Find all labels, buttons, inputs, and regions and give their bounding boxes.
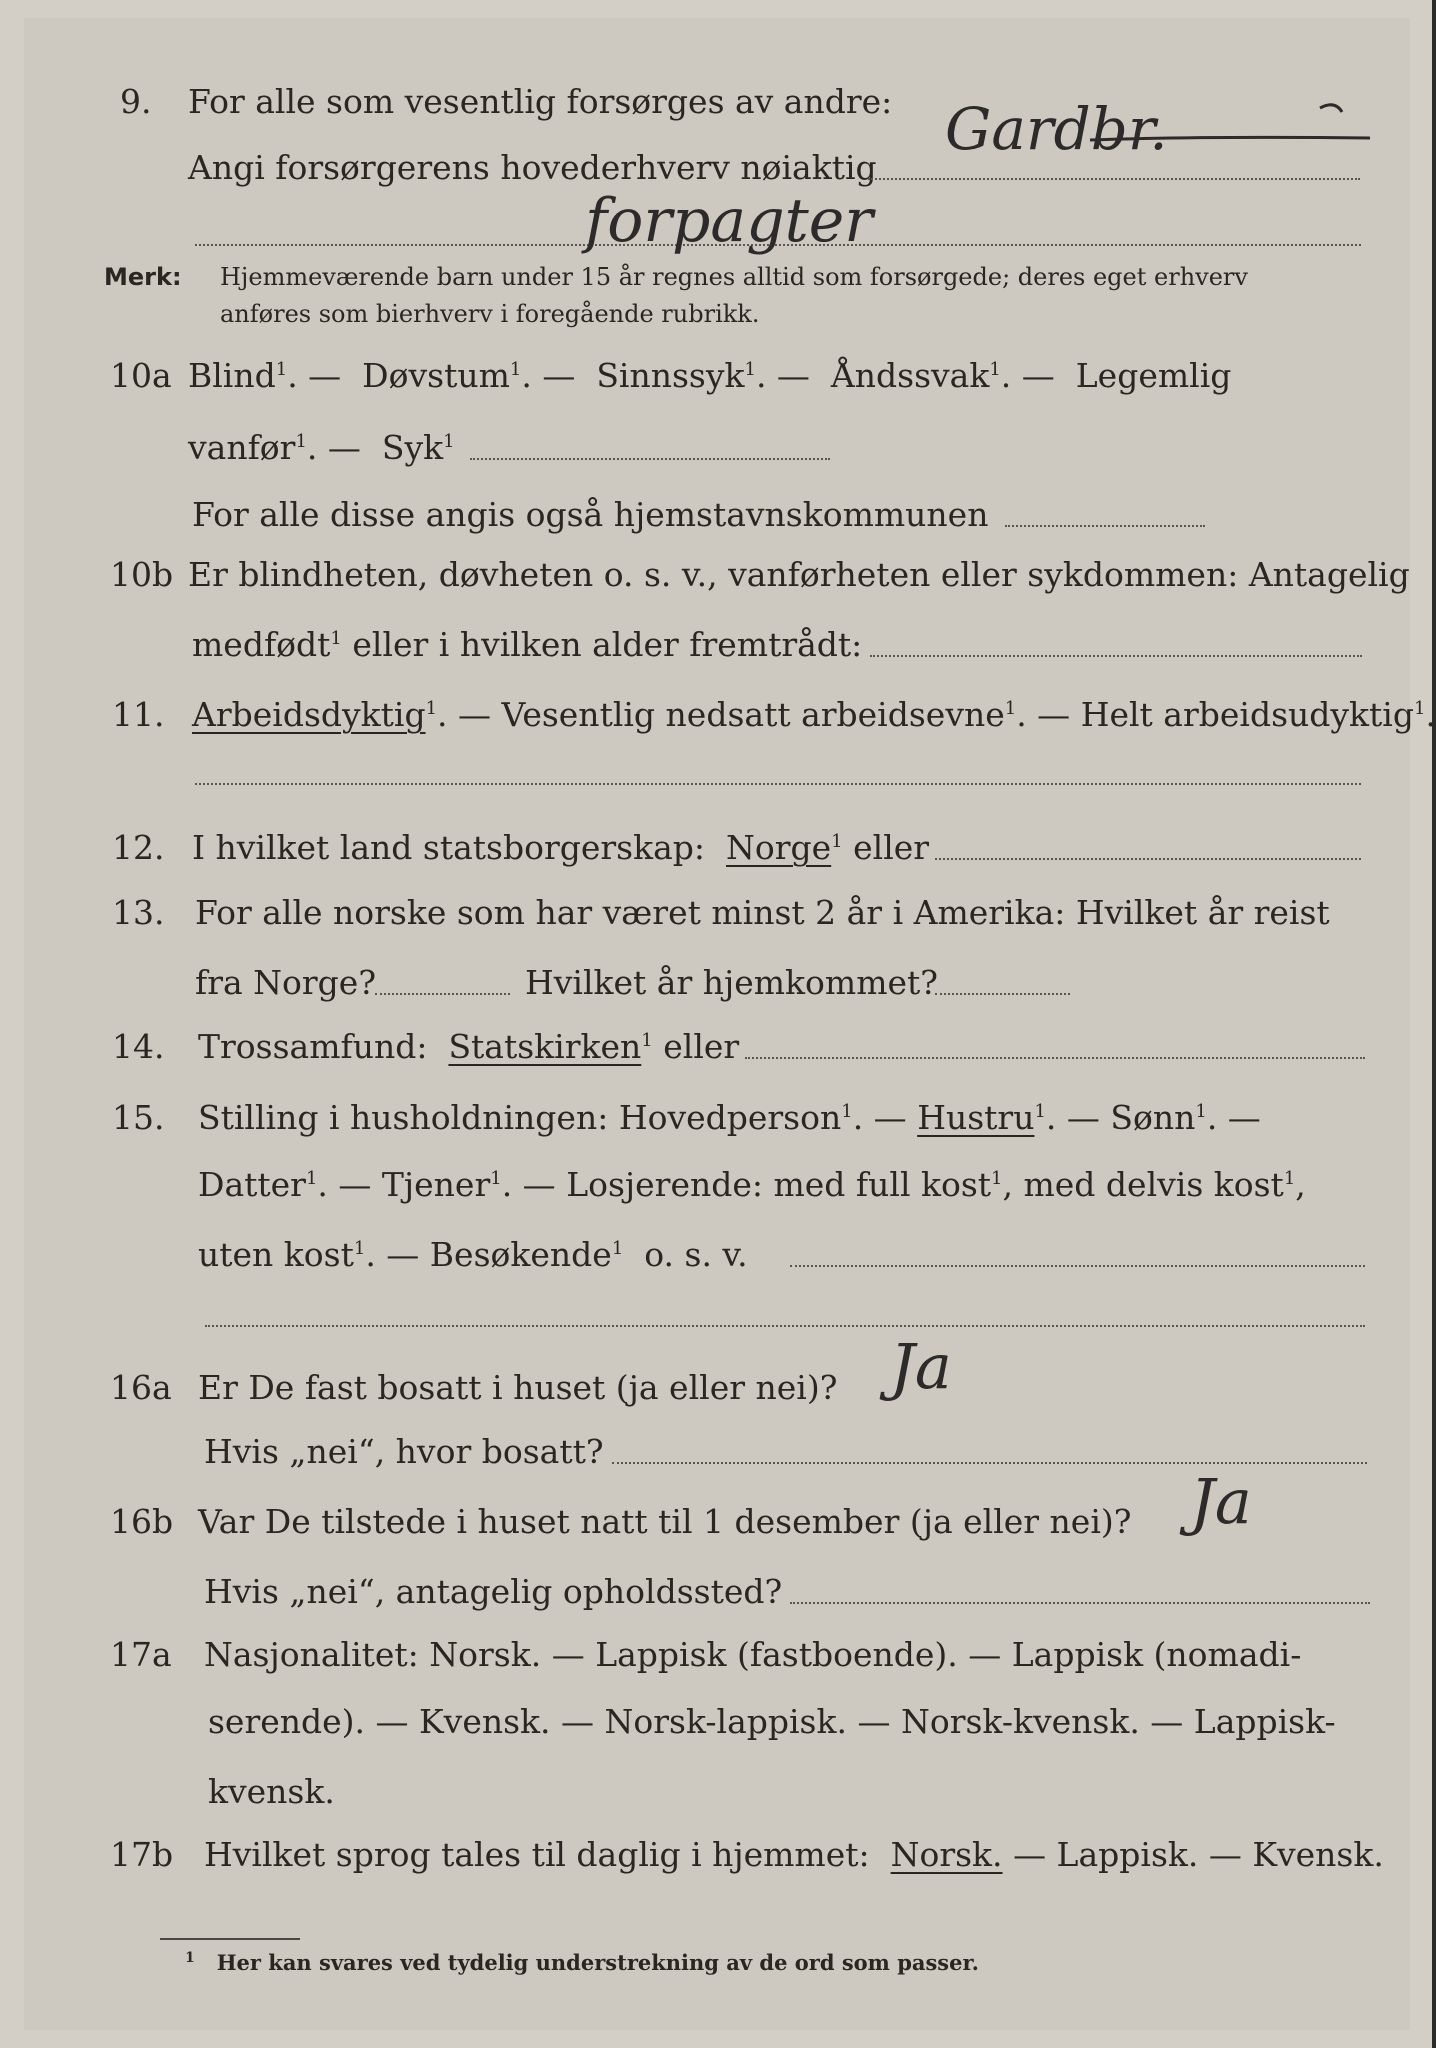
sup: 1 — [641, 1030, 653, 1051]
q16a-text1: Er De fast bosatt i huset (ja eller nei)? — [198, 1368, 838, 1407]
opt-hustru[interactable]: Hustru — [917, 1098, 1035, 1137]
footnote-mark: 1 — [185, 1950, 195, 1966]
q17a-number: 17a — [110, 1635, 172, 1674]
q15-answer-line2 — [205, 1325, 1365, 1327]
q9-text1: For alle som vesentlig forsørges av andre: — [188, 82, 893, 121]
sep: . — — [755, 356, 810, 395]
opt-statskirken[interactable]: Statskirken — [448, 1027, 642, 1066]
sup: 1 — [1195, 1101, 1207, 1122]
q13-reist-line — [375, 993, 510, 995]
opt-sinnssyk[interactable]: Sinnssyk — [596, 356, 745, 395]
q16b-answer-line — [790, 1602, 1370, 1604]
merk-text1: Hjemmeværende barn under 15 år regnes alltid som forsørgede; deres eget erhverv — [220, 263, 1248, 291]
sup: 1 — [353, 1238, 366, 1259]
q14-text — [198, 1027, 739, 1066]
opt-vanfor[interactable]: vanfør — [188, 428, 296, 467]
q17b-label: Hvilket sprog tales til daglig i hjemmet: — [204, 1835, 870, 1874]
q10b-text1: Er blindheten, døvheten o. s. v., vanførheten eller sykdommen: Antagelig — [188, 555, 1410, 594]
sep: . — — [306, 428, 361, 467]
q15-text3: uten kost$^1$. — Besøkende$^1$ o. s. v. — [198, 1235, 748, 1274]
footnote-rule — [160, 1938, 300, 1940]
merk-label: Merk: — [104, 263, 182, 291]
q15-number: 15. — [112, 1098, 165, 1137]
q15-answer-line — [790, 1265, 1365, 1267]
opt-hovedperson[interactable]: Stilling i husholdningen: Hovedperson — [198, 1098, 842, 1137]
q12-tail: eller — [853, 828, 930, 867]
sup: 1 — [989, 359, 1001, 380]
sup: 1 — [509, 359, 522, 380]
q10a-syk-line — [470, 458, 830, 460]
opt-besokende[interactable]: Besøkende — [429, 1235, 612, 1274]
q10a-kommune-line — [1005, 525, 1205, 527]
opt-datter[interactable]: Datter — [198, 1165, 306, 1204]
sup: 1 — [1413, 698, 1426, 719]
opt-losjerende[interactable]: Losjerende: med full kost — [566, 1165, 992, 1204]
q11-answer-line — [195, 783, 1361, 785]
opt-blind[interactable]: Blind — [188, 356, 276, 395]
q16b-text2: Hvis „nei“, antagelig opholdssted? — [204, 1572, 783, 1611]
opt-arbeidsdyktig[interactable]: Arbeidsdyktig — [192, 695, 426, 734]
sup: 1 — [1004, 698, 1017, 719]
sup: 1 — [443, 431, 455, 452]
q17b-number: 17b — [110, 1835, 174, 1874]
opt-syk[interactable]: Syk — [381, 428, 444, 467]
q16b-text1: Var De tilstede i huset natt til 1 desember (ja eller nei)? — [198, 1502, 1132, 1541]
q16a-text2: Hvis „nei“, hvor bosatt? — [204, 1432, 604, 1471]
q17a-text2: serende). — Kvensk. — Norsk-lappisk. — Norsk-kvensk. — Lappisk- — [208, 1702, 1336, 1741]
q14-answer-line — [745, 1057, 1365, 1059]
sep: . — — [521, 356, 576, 395]
q17a-text1: Nasjonalitet: Norsk. — Lappisk (fastboende). — Lappisk (nomadi- — [204, 1635, 1302, 1674]
sup: 1 — [490, 1168, 502, 1189]
q16b-number: 16b — [110, 1502, 174, 1541]
opt-delvis[interactable]: med delvis kost — [1023, 1165, 1284, 1204]
q13-text2a: fra Norge? — [195, 963, 377, 1002]
sup: 1 — [744, 359, 756, 380]
q17b-tail: — Lappisk. — Kvensk. — [1013, 1835, 1384, 1874]
q14-tail: eller — [663, 1027, 740, 1066]
sup: 1 — [831, 831, 843, 852]
sup: 1 — [611, 1238, 624, 1259]
q15-text2: Datter$^1$. — Tjener$^1$. — Losjerende: med full kost$^1$, med delvis kost$^1$, — [198, 1165, 1306, 1204]
q12-answer-line — [935, 858, 1361, 860]
sup: 1 — [991, 1168, 1003, 1189]
q12-text — [192, 828, 929, 867]
q10b-number: 10b — [110, 555, 174, 594]
q9-handwritten-answer1: Gardbr. — [945, 95, 1168, 163]
opt-norsk[interactable]: Norsk. — [890, 1835, 1003, 1874]
q12-number: 12. — [112, 828, 165, 867]
merk-text2: anføres som bierhverv i foregående rubrikk. — [220, 300, 760, 328]
footnote — [185, 1950, 979, 1975]
opt-uten-kost[interactable]: uten kost — [198, 1235, 354, 1274]
opt-nedsatt[interactable]: Vesentlig nedsatt arbeidsevne — [501, 695, 1005, 734]
footnote-text: Her kan svares ved tydelig understrekning av de ord som passer. — [216, 1950, 979, 1975]
opt-sonn[interactable]: Sønn — [1110, 1098, 1196, 1137]
sup: 1 — [330, 628, 342, 649]
q17a-text3: kvensk. — [208, 1772, 335, 1811]
q9-text2: Angi forsørgerens hovederhverv nøiaktig — [188, 148, 877, 187]
sup: 1 — [275, 359, 288, 380]
q10a-options — [188, 356, 1231, 395]
sup: 1 — [425, 698, 438, 719]
q10a-number: 10a — [110, 356, 172, 395]
q9-number: 9. — [120, 82, 152, 121]
q10a-text3: For alle disse angis også hjemstavnskommunen — [192, 495, 989, 534]
q12-label: I hvilket land statsborgerskap: — [192, 828, 706, 867]
sep: . — — [1000, 356, 1055, 395]
q10a-line2-options — [188, 428, 455, 467]
q16b-handwritten-answer: Ja — [1190, 1465, 1252, 1538]
sup: 1 — [841, 1101, 853, 1122]
q13-number: 13. — [112, 893, 165, 932]
q13-text1: For alle norske som har været minst 2 år i Amerika: Hvilket år reist — [195, 893, 1330, 932]
opt-tjener[interactable]: Tjener — [381, 1165, 491, 1204]
q14-number: 14. — [112, 1027, 165, 1066]
q10b-rest: eller i hvilken alder fremtrådt: — [341, 625, 863, 664]
q13-text2b: Hvilket år hjemkommet? — [525, 963, 938, 1002]
q16a-answer-line — [612, 1462, 1367, 1464]
q9-handwritten-answer2: forpagter — [585, 186, 873, 256]
sup: 1 — [1034, 1101, 1046, 1122]
sep: . — — [287, 356, 342, 395]
q16a-handwritten-answer: Ja — [890, 1330, 952, 1403]
opt-udyktig[interactable]: Helt arbeidsudyktig — [1080, 695, 1414, 734]
sup: 1 — [295, 431, 307, 452]
q15-osv: o. s. v. — [644, 1235, 748, 1274]
q17b-text — [204, 1835, 1384, 1874]
opt-medfodt[interactable]: medfødt — [192, 625, 331, 664]
opt-andssvak[interactable]: Åndssvak — [830, 356, 990, 395]
q10b-text2 — [192, 625, 862, 664]
q13-hjem-line — [935, 993, 1070, 995]
q10b-answer-line — [870, 655, 1362, 657]
opt-norge[interactable]: Norge — [726, 828, 832, 867]
sup: 1 — [305, 1168, 318, 1189]
q16a-number: 16a — [110, 1368, 172, 1407]
q9-strike-mark — [1080, 98, 1380, 158]
opt-dovstum[interactable]: Døvstum — [362, 356, 510, 395]
q14-label: Trossamfund: — [198, 1027, 428, 1066]
q9-answer-line — [868, 178, 1360, 180]
q11-options: Arbeidsdyktig$^1$. — Vesentlig nedsatt arbeidsevne$^1$. — Helt arbeidsudyktig$^1$. — [192, 695, 1436, 734]
q15-text1: Stilling i husholdningen: Hovedperson$^1$. — Hustru$^1$. — Sønn$^1$. — — [198, 1098, 1261, 1137]
opt-legemlig[interactable]: Legemlig — [1075, 356, 1232, 395]
sup: 1 — [1283, 1168, 1296, 1189]
q11-number: 11. — [112, 695, 165, 734]
